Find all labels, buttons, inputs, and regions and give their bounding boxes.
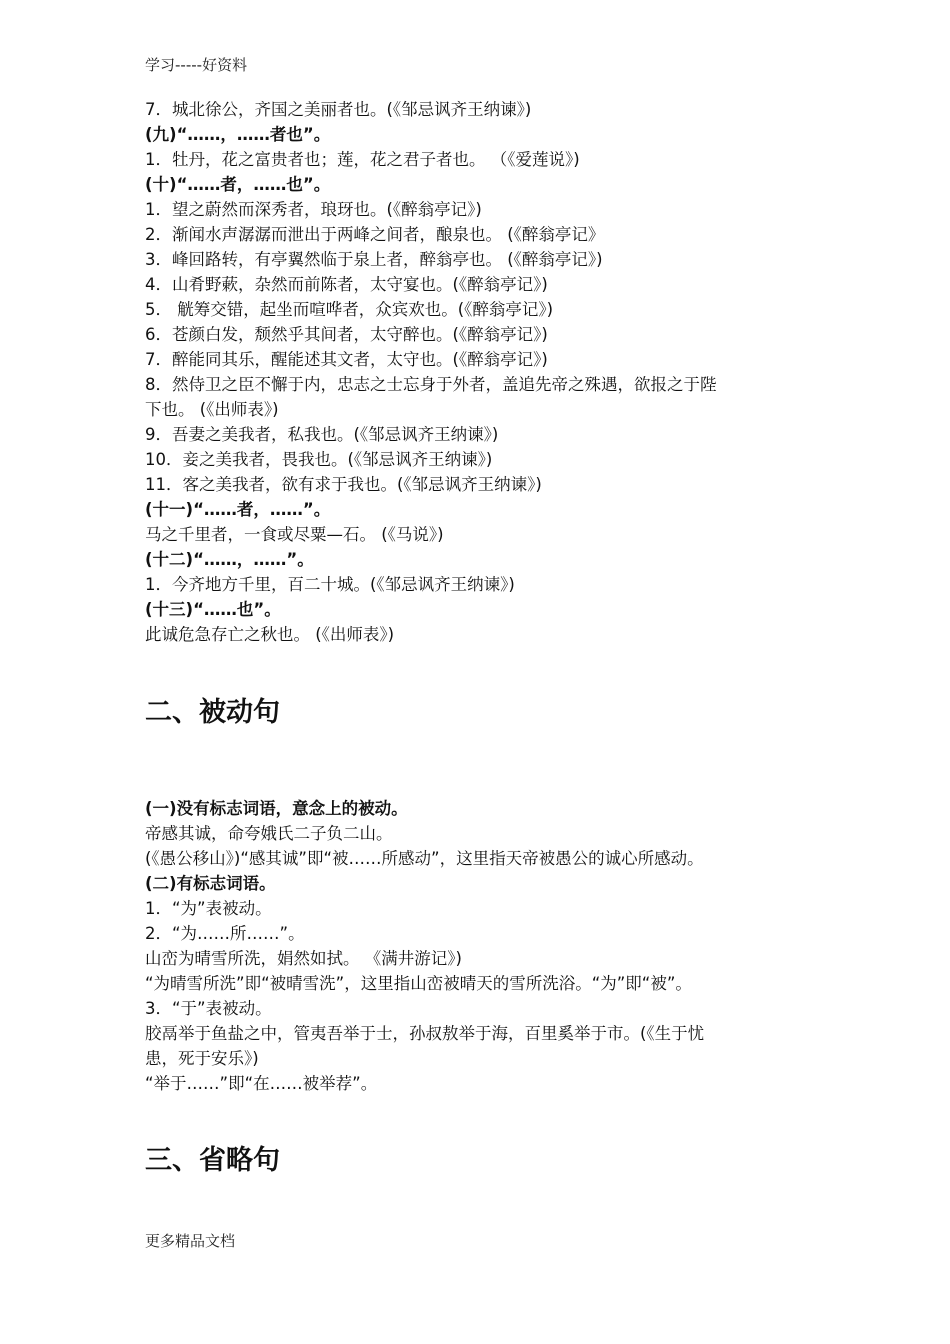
text-line: 3．“于”表被动。 <box>145 999 272 1018</box>
text-line: 3．峰回路转，有亭翼然临于泉上者，醉翁亭也。 (《醉翁亭记》) <box>145 250 603 269</box>
text-line: 10．妾之美我者，畏我也。(《邹忌讽齐王纳谏》) <box>145 450 493 469</box>
text-line: 4．山肴野蔌，杂然而前陈者，太守宴也。(《醉翁亭记》) <box>145 275 548 294</box>
text-line: 7．城北徐公，齐国之美丽者也。(《邹忌讽齐王纳谏》) <box>145 100 532 119</box>
subheading: (十)“……者，……也”。 <box>145 175 331 194</box>
text-line: 患，死于安乐》) <box>145 1049 259 1068</box>
subheading: (二)有标志词语。 <box>145 874 276 893</box>
section-heading-passive: 二、被动句 <box>145 697 280 728</box>
subheading: (十一)“……者，……”。 <box>145 500 331 519</box>
text-line: “举于……”即“在……被举荐”。 <box>145 1074 378 1093</box>
text-line: 下也。 (《出师表》) <box>145 400 279 419</box>
text-line: 1．“为”表被动。 <box>145 899 272 918</box>
text-line: 9．吾妻之美我者，私我也。(《邹忌讽齐王纳谏》) <box>145 425 499 444</box>
page-header: 学习-----好资料 <box>145 56 248 74</box>
subheading: (九)“……，……者也”。 <box>145 125 331 144</box>
text-line: 6．苍颜白发，颓然乎其间者，太守醉也。(《醉翁亭记》) <box>145 325 548 344</box>
text-line: 1．望之蔚然而深秀者，琅玡也。(《醉翁亭记》) <box>145 200 482 219</box>
page-footer: 更多精品文档 <box>145 1232 236 1250</box>
text-line: 山峦为晴雪所洗，娟然如拭。 《满井游记》) <box>145 949 462 968</box>
text-line: 8．然侍卫之臣不懈于内，忠志之士忘身于外者，盖追先帝之殊遇，欲报之于陛 <box>145 375 717 394</box>
text-line: 胶鬲举于鱼盐之中，管夷吾举于士，孙叔敖举于海，百里奚举于市。(《生于忧 <box>145 1024 705 1043</box>
text-line: 1．牡丹，花之富贵者也；莲，花之君子者也。 （《爱莲说》) <box>145 150 580 169</box>
text-line: 5． 觥筹交错，起坐而喧哗者，众宾欢也。(《醉翁亭记》) <box>145 300 554 319</box>
subheading: (十二)“……，……”。 <box>145 550 314 569</box>
text-line: 2．“为……所……”。 <box>145 924 305 943</box>
text-line: 11．客之美我者，欲有求于我也。(《邹忌讽齐王纳谏》) <box>145 475 542 494</box>
subheading: (十三)“……也”。 <box>145 600 281 619</box>
text-line: (《愚公移山》)“感其诚”即“被……所感动”，这里指天帝被愚公的诚心所感动。 <box>145 849 704 868</box>
subheading: (一)没有标志词语，意念上的被动。 <box>145 799 408 818</box>
text-line: 7．醉能同其乐，醒能述其文者，太守也。(《醉翁亭记》) <box>145 350 548 369</box>
text-line: 2．渐闻水声潺潺而泄出于两峰之间者，酿泉也。 (《醉翁亭记》 <box>145 225 605 244</box>
text-line: 此诚危急存亡之秋也。 (《出师表》) <box>145 625 395 644</box>
section-heading-ellipsis: 三、省略句 <box>145 1145 280 1176</box>
text-line: 1．今齐地方千里，百二十城。(《邹忌讽齐王纳谏》) <box>145 575 515 594</box>
text-line: 帝感其诚，命夸娥氏二子负二山。 <box>145 824 393 843</box>
text-line: 马之千里者，一食或尽粟—石。 (《马说》) <box>145 525 444 544</box>
text-line: “为晴雪所洗”即“被晴雪洗”，这里指山峦被晴天的雪所洗浴。“为”即“被”。 <box>145 974 692 993</box>
